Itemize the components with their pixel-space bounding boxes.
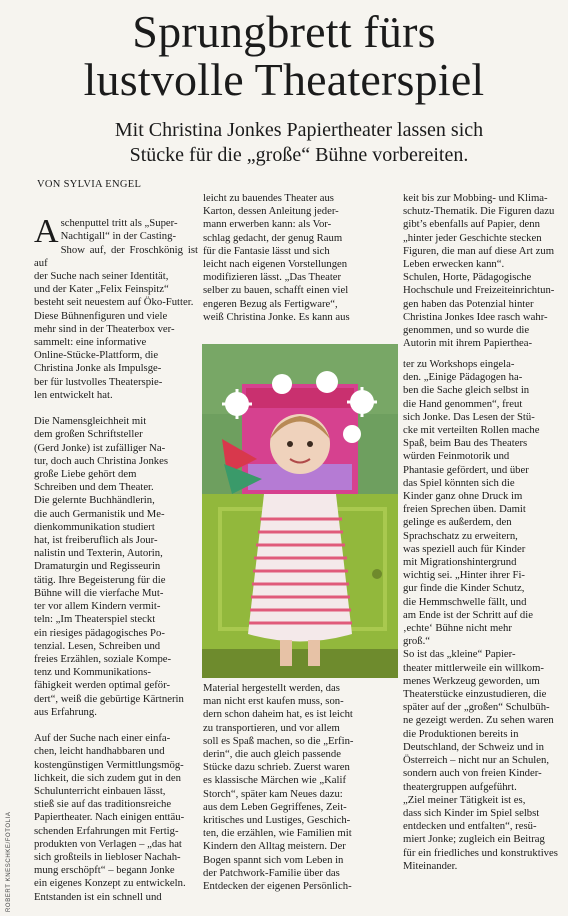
- article-column-2-top: leicht zu bauendes Theater aus Karton, dessen Anleitung jeder- mann erwerben kann: als Vor- schlag gedacht, der genug Raum für die Fantasie lässt und sich leicht nach eigenen Vorstellungen modifizieren lässt. „Das Theater selber zu bauen, schafft einen viel engeren Bezug als Fertigware“, weiß Christina Jonke. Es kann aus: [203, 192, 350, 323]
- subheadline-line-1: Mit Christina Jonkes Papiertheater lassen sich: [114, 119, 484, 141]
- article-column-3-top: keit bis zur Mobbing- und Klima- schutz-Thematik. Die Figuren dazu gibt’s ebenfalls auf Papier, denn „hinter jeder Geschichte stecken Figuren, die man auf diese Art zum Leben erwecken kann“. Schulen, Horte, Pädagogische Hochschule und Freizeiteinrichtun- gen haben das Potenzial hinter Christina Jonkes Idee rasch wahr- genommen, und so wurde die Autorin mit ihrem Papierthea-: [403, 192, 555, 350]
- headline: [0, 8, 568, 104]
- article-column-2-bottom: Material hergestellt werden, das man nicht erst kaufen muss, son- dern schon daheim hat, es ist leicht zu transportieren, und vor allem soll es Spaß machen, so die „Erfin- derin“, die auch gleich passende Stücke dazu schrieb. Zuerst waren es klassische Märchen wie „Kalif Storch“, später kam Neues dazu: aus dem Leben Gegriffenes, Zeit- kritisches und Lustiges, Geschich- ten, die erzählen, wie Familien mit Kindern den Alltag meistern. Der Bogen spannt sich vom Leben in der Patchwork-Familie über das Entdecken der eigenen Persönlich-: [203, 682, 354, 893]
- intro-text: schenputtel tritt als „Super- Nachtigall“ in der Casting- Show auf, der Froschkönig ist auf der Suche nach seiner Identität, und der Kater „Felix Feinspitz“ besteht seit neuestem auf Öko-Futter. Diese Bühnenfiguren und viele mehr sind in der Theaterbox ver- sammelt: eine informative Online-Stücke-Plattform, die Christina Jonke als Impulsge- ber für lustvolles Theaterspie- len entwickelt hat.: [34, 217, 198, 401]
- byline: VON SYLVIA ENGEL: [37, 179, 142, 190]
- article-column-3-bottom: ter zu Workshops eingela- den. „Einige Pädagogen ha- ben die Sache gleich selbst in die Hand genommen“, freut sich Jonke. Das Lesen der Stü- cke mit verteilten Rollen mache Spaß, beim Bau des Theaters würden Feinmotorik und Phantasie gefördert, und über das Spiel könnten sich die Kinder ganz ohne Druck im freien Sprechen üben. Damit gelinge es außerdem, den Sprachschatz zu erweitern, was speziell auch für Kinder mit Migrationshintergrund wichtig sei. „Hinter ihrer Fi- gur finde die Kinder Schutz, die Hemmschwelle fällt, und am Ende ist der Schritt auf die ‚echte‘ Bühne nicht mehr groß.“ So ist das „kleine“ Papier- theater mittlerweile ein willkom- menes Werkzeug geworden, um Theaterstücke einzustudieren, die später auf der „großen“ Schulbüh- ne gezeigt werden. Zu sehen waren die Produktionen bereits in Deutschland, der Schweiz und in Österreich – nicht nur an Schulen, sondern auch von freien Kinder- theatergruppen aufgeführt. „Ziel meiner Tätigkeit ist es, dass sich Kinder im Spiel selbst entdecken und entfalten“, resü- miert Jonke; zugleich ein Beitrag für ein friedliches und konstruktives Miteinander.: [403, 358, 558, 872]
- subheadline-line-2: Stücke für die „große“ Bühne vorbereiten.: [129, 144, 469, 166]
- paragraph-search: Auf der Suche nach einer einfa- chen, leicht handhabbaren und kostengünstigen Vermittlungsmög- lichkeit, die sich zudem gut in den Schulunterricht einbauen lässt, stieß sie auf das traditionsreiche Papiertheater. Nach einigen enttäu- schenden Erfahrungen mit Fertig- produkten von Verlagen – „das hat sich großteils in liebloser Nachah- mung erschöpft“ – begann Jonke ein eigenes Konzept zu entwickeln. Entstanden ist ein schnell und: [34, 732, 186, 903]
- photo-credit: ROBERT KNESCHKE/FOTOLIA: [6, 811, 12, 912]
- drop-cap: A: [34, 213, 59, 251]
- paragraph-intro: [34, 213, 198, 402]
- article-column-1: [34, 204, 198, 916]
- article-photo: [202, 344, 398, 678]
- headline-line-1: Sprungbrett fürs: [132, 6, 436, 57]
- paragraph-namesake: Die Namensgleichheit mit dem großen Schriftsteller (Gerd Jonke) ist zufälliger Na- tur, doch auch Christina Jonkes große Liebe gehört dem Schreiben und dem Theater. Die gelernte Buchhändlerin, die auch Germanistik und Me- dienkommunikation studiert hat, ist freiberuflich als Jour- nalistin und Texterin, Autorin, Dramaturgin und Regisseurin tätig. Ihre Begeisterung für die Bühne will die vierfache Mut- ter vor allem Kindern vermit- teln: „Im Theaterspiel steckt ein riesiges pädagogisches Po- tenzial. Lesen, Schreiben und freies Erzählen, soziale Kompe- tenz und Kommunikations- fähigkeit werden optimal geför- dert“, weiß die gebürtige Kärtnerin aus Erfahrung.: [34, 415, 184, 718]
- girl-with-paper-theater-image: [202, 344, 398, 678]
- headline-line-2: lustvolle Theaterspiel: [83, 54, 485, 105]
- subheadline: [40, 118, 558, 168]
